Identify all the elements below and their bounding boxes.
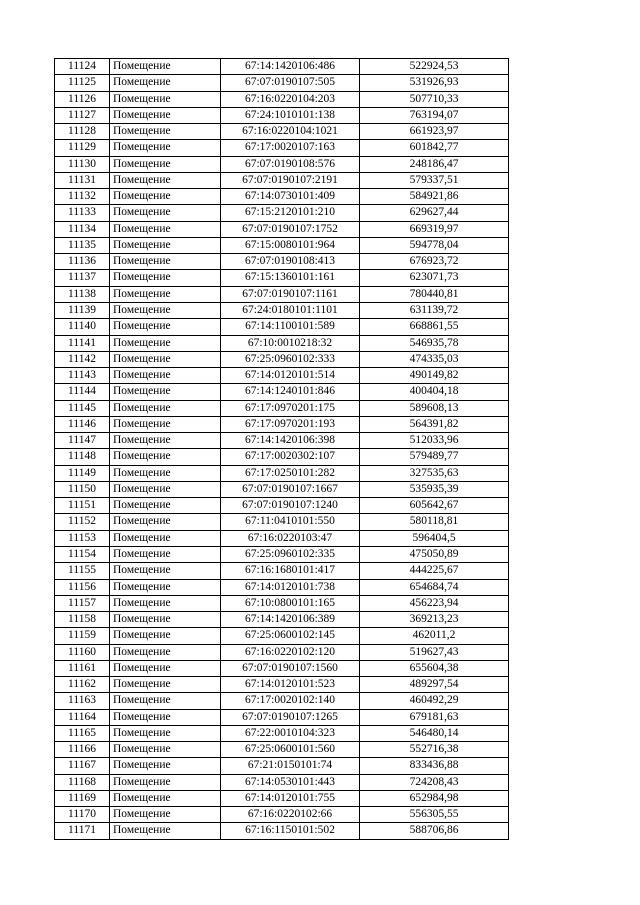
row-number-cell: 11135 <box>55 237 110 253</box>
row-number-cell: 11149 <box>55 465 110 481</box>
cadastral-number-cell: 67:17:0970201:175 <box>221 400 360 416</box>
table-row <box>55 205 509 221</box>
object-type-cell: Помещение <box>110 546 221 562</box>
table-row <box>55 400 509 416</box>
cadastral-value-cell: 456223,94 <box>360 595 509 611</box>
cadastral-number-cell: 67:15:1360101:161 <box>221 270 360 286</box>
row-number-cell: 11162 <box>55 677 110 693</box>
cadastral-value-cell: 248186,47 <box>360 156 509 172</box>
cadastral-value-cell: 369213,23 <box>360 612 509 628</box>
cadastral-value-cell: 546935,78 <box>360 335 509 351</box>
cadastral-value-cell: 522924,53 <box>360 59 509 75</box>
object-type-cell: Помещение <box>110 254 221 270</box>
cadastral-value-cell: 584921,86 <box>360 189 509 205</box>
row-number-cell: 11130 <box>55 156 110 172</box>
cadastral-number-cell: 67:17:0020102:140 <box>221 693 360 709</box>
row-number-cell: 11139 <box>55 302 110 318</box>
cadastral-value-cell: 588706,86 <box>360 823 509 839</box>
object-type-cell: Помещение <box>110 530 221 546</box>
table-row <box>55 563 509 579</box>
table-row <box>55 156 509 172</box>
cadastral-value-cell: 780440,81 <box>360 286 509 302</box>
cadastral-number-cell: 67:07:0190107:1667 <box>221 481 360 497</box>
object-type-cell: Помещение <box>110 758 221 774</box>
cadastral-value-cell: 475050,89 <box>360 546 509 562</box>
table-row <box>55 221 509 237</box>
row-number-cell: 11151 <box>55 498 110 514</box>
cadastral-value-cell: 535935,39 <box>360 481 509 497</box>
row-number-cell: 11133 <box>55 205 110 221</box>
table-row <box>55 579 509 595</box>
row-number-cell: 11159 <box>55 628 110 644</box>
table-row <box>55 351 509 367</box>
cadastral-number-cell: 67:07:0190107:1752 <box>221 221 360 237</box>
table-row <box>55 384 509 400</box>
cadastral-number-cell: 67:14:1420106:486 <box>221 59 360 75</box>
cadastral-value-cell: 490149,82 <box>360 368 509 384</box>
row-number-cell: 11142 <box>55 351 110 367</box>
cadastral-number-cell: 67:14:1100101:589 <box>221 319 360 335</box>
row-number-cell: 11171 <box>55 823 110 839</box>
row-number-cell: 11128 <box>55 124 110 140</box>
row-number-cell: 11165 <box>55 725 110 741</box>
cadastral-number-cell: 67:16:0220102:66 <box>221 807 360 823</box>
object-type-cell: Помещение <box>110 91 221 107</box>
cadastral-value-cell: 580118,81 <box>360 514 509 530</box>
row-number-cell: 11147 <box>55 433 110 449</box>
registry-table <box>54 58 509 840</box>
cadastral-value-cell: 546480,14 <box>360 725 509 741</box>
cadastral-value-cell: 579337,51 <box>360 172 509 188</box>
cadastral-value-cell: 661923,97 <box>360 124 509 140</box>
cadastral-number-cell: 67:16:0220104:1021 <box>221 124 360 140</box>
object-type-cell: Помещение <box>110 465 221 481</box>
row-number-cell: 11132 <box>55 189 110 205</box>
row-number-cell: 11153 <box>55 530 110 546</box>
table-row <box>55 807 509 823</box>
table-row <box>55 254 509 270</box>
object-type-cell: Помещение <box>110 644 221 660</box>
cadastral-value-cell: 556305,55 <box>360 807 509 823</box>
object-type-cell: Помещение <box>110 660 221 676</box>
object-type-cell: Помещение <box>110 612 221 628</box>
object-type-cell: Помещение <box>110 351 221 367</box>
table-row <box>55 237 509 253</box>
object-type-cell: Помещение <box>110 498 221 514</box>
table-row <box>55 416 509 432</box>
table-row <box>55 319 509 335</box>
table-body <box>55 59 509 840</box>
cadastral-number-cell: 67:16:1150101:502 <box>221 823 360 839</box>
cadastral-number-cell: 67:16:1680101:417 <box>221 563 360 579</box>
row-number-cell: 11170 <box>55 807 110 823</box>
cadastral-number-cell: 67:14:0120101:523 <box>221 677 360 693</box>
table-row <box>55 124 509 140</box>
cadastral-value-cell: 589608,13 <box>360 400 509 416</box>
cadastral-value-cell: 579489,77 <box>360 449 509 465</box>
cadastral-number-cell: 67:24:0180101:1101 <box>221 302 360 318</box>
table-row <box>55 790 509 806</box>
object-type-cell: Помещение <box>110 595 221 611</box>
row-number-cell: 11169 <box>55 790 110 806</box>
row-number-cell: 11158 <box>55 612 110 628</box>
table-row <box>55 498 509 514</box>
cadastral-number-cell: 67:07:0190108:413 <box>221 254 360 270</box>
table-row <box>55 91 509 107</box>
row-number-cell: 11124 <box>55 59 110 75</box>
cadastral-value-cell: 763194,07 <box>360 107 509 123</box>
cadastral-value-cell: 552716,38 <box>360 742 509 758</box>
row-number-cell: 11161 <box>55 660 110 676</box>
table-row <box>55 644 509 660</box>
object-type-cell: Помещение <box>110 807 221 823</box>
cadastral-value-cell: 655604,38 <box>360 660 509 676</box>
cadastral-value-cell: 400404,18 <box>360 384 509 400</box>
row-number-cell: 11163 <box>55 693 110 709</box>
row-number-cell: 11137 <box>55 270 110 286</box>
row-number-cell: 11140 <box>55 319 110 335</box>
object-type-cell: Помещение <box>110 140 221 156</box>
table-row <box>55 546 509 562</box>
row-number-cell: 11148 <box>55 449 110 465</box>
cadastral-number-cell: 67:25:0960102:335 <box>221 546 360 562</box>
cadastral-value-cell: 676923,72 <box>360 254 509 270</box>
table-row <box>55 286 509 302</box>
cadastral-number-cell: 67:24:1010101:138 <box>221 107 360 123</box>
row-number-cell: 11134 <box>55 221 110 237</box>
row-number-cell: 11141 <box>55 335 110 351</box>
cadastral-value-cell: 519627,43 <box>360 644 509 660</box>
object-type-cell: Помещение <box>110 335 221 351</box>
object-type-cell: Помещение <box>110 189 221 205</box>
row-number-cell: 11131 <box>55 172 110 188</box>
cadastral-number-cell: 67:16:0220103:47 <box>221 530 360 546</box>
cadastral-value-cell: 327535,63 <box>360 465 509 481</box>
cadastral-number-cell: 67:07:0190107:2191 <box>221 172 360 188</box>
cadastral-value-cell: 652984,98 <box>360 790 509 806</box>
row-number-cell: 11146 <box>55 416 110 432</box>
cadastral-value-cell: 531926,93 <box>360 75 509 91</box>
table-row <box>55 660 509 676</box>
table-row <box>55 481 509 497</box>
cadastral-value-cell: 724208,43 <box>360 774 509 790</box>
row-number-cell: 11136 <box>55 254 110 270</box>
row-number-cell: 11155 <box>55 563 110 579</box>
cadastral-value-cell: 444225,67 <box>360 563 509 579</box>
cadastral-value-cell: 512033,96 <box>360 433 509 449</box>
object-type-cell: Помещение <box>110 579 221 595</box>
object-type-cell: Помещение <box>110 270 221 286</box>
object-type-cell: Помещение <box>110 433 221 449</box>
table-row <box>55 107 509 123</box>
cadastral-number-cell: 67:14:0120101:738 <box>221 579 360 595</box>
table-row <box>55 302 509 318</box>
object-type-cell: Помещение <box>110 302 221 318</box>
row-number-cell: 11154 <box>55 546 110 562</box>
cadastral-value-cell: 629627,44 <box>360 205 509 221</box>
table-row <box>55 270 509 286</box>
object-type-cell: Помещение <box>110 774 221 790</box>
cadastral-value-cell: 460492,29 <box>360 693 509 709</box>
cadastral-number-cell: 67:14:0120101:514 <box>221 368 360 384</box>
table-row <box>55 59 509 75</box>
cadastral-number-cell: 67:22:0010104:323 <box>221 725 360 741</box>
row-number-cell: 11156 <box>55 579 110 595</box>
cadastral-number-cell: 67:17:0970201:193 <box>221 416 360 432</box>
cadastral-number-cell: 67:11:0410101:550 <box>221 514 360 530</box>
cadastral-value-cell: 654684,74 <box>360 579 509 595</box>
cadastral-value-cell: 462011,2 <box>360 628 509 644</box>
cadastral-number-cell: 67:14:1420106:389 <box>221 612 360 628</box>
table-row <box>55 774 509 790</box>
table-row <box>55 189 509 205</box>
cadastral-number-cell: 67:07:0190107:1265 <box>221 709 360 725</box>
table-row <box>55 628 509 644</box>
cadastral-value-cell: 679181,63 <box>360 709 509 725</box>
object-type-cell: Помещение <box>110 693 221 709</box>
cadastral-value-cell: 668861,55 <box>360 319 509 335</box>
row-number-cell: 11144 <box>55 384 110 400</box>
object-type-cell: Помещение <box>110 677 221 693</box>
cadastral-number-cell: 67:17:0020107:163 <box>221 140 360 156</box>
cadastral-value-cell: 623071,73 <box>360 270 509 286</box>
table-row <box>55 595 509 611</box>
cadastral-value-cell: 605642,67 <box>360 498 509 514</box>
object-type-cell: Помещение <box>110 790 221 806</box>
cadastral-number-cell: 67:15:2120101:210 <box>221 205 360 221</box>
cadastral-number-cell: 67:07:0190107:1161 <box>221 286 360 302</box>
cadastral-value-cell: 474335,03 <box>360 351 509 367</box>
cadastral-value-cell: 631139,72 <box>360 302 509 318</box>
table-row <box>55 335 509 351</box>
cadastral-number-cell: 67:25:0600101:560 <box>221 742 360 758</box>
row-number-cell: 11125 <box>55 75 110 91</box>
table-row <box>55 742 509 758</box>
table-row <box>55 823 509 839</box>
table-row <box>55 514 509 530</box>
object-type-cell: Помещение <box>110 237 221 253</box>
table-row <box>55 709 509 725</box>
cadastral-value-cell: 594778,04 <box>360 237 509 253</box>
cadastral-value-cell: 596404,5 <box>360 530 509 546</box>
table-row <box>55 677 509 693</box>
object-type-cell: Помещение <box>110 205 221 221</box>
row-number-cell: 11129 <box>55 140 110 156</box>
table-row <box>55 725 509 741</box>
object-type-cell: Помещение <box>110 514 221 530</box>
object-type-cell: Помещение <box>110 172 221 188</box>
object-type-cell: Помещение <box>110 742 221 758</box>
cadastral-number-cell: 67:07:0190107:1560 <box>221 660 360 676</box>
table-row <box>55 530 509 546</box>
cadastral-number-cell: 67:14:0120101:755 <box>221 790 360 806</box>
object-type-cell: Помещение <box>110 368 221 384</box>
cadastral-value-cell: 601842,77 <box>360 140 509 156</box>
row-number-cell: 11138 <box>55 286 110 302</box>
row-number-cell: 11150 <box>55 481 110 497</box>
cadastral-number-cell: 67:14:0730101:409 <box>221 189 360 205</box>
table-row <box>55 75 509 91</box>
table-row <box>55 612 509 628</box>
cadastral-number-cell: 67:25:0600102:145 <box>221 628 360 644</box>
table-row <box>55 449 509 465</box>
object-type-cell: Помещение <box>110 107 221 123</box>
object-type-cell: Помещение <box>110 384 221 400</box>
cadastral-number-cell: 67:07:0190107:1240 <box>221 498 360 514</box>
object-type-cell: Помещение <box>110 416 221 432</box>
row-number-cell: 11160 <box>55 644 110 660</box>
cadastral-number-cell: 67:16:0220102:120 <box>221 644 360 660</box>
cadastral-value-cell: 833436,88 <box>360 758 509 774</box>
row-number-cell: 11168 <box>55 774 110 790</box>
cadastral-number-cell: 67:17:0250101:282 <box>221 465 360 481</box>
cadastral-number-cell: 67:10:0800101:165 <box>221 595 360 611</box>
table-row <box>55 758 509 774</box>
row-number-cell: 11152 <box>55 514 110 530</box>
cadastral-value-cell: 564391,82 <box>360 416 509 432</box>
row-number-cell: 11164 <box>55 709 110 725</box>
object-type-cell: Помещение <box>110 481 221 497</box>
object-type-cell: Помещение <box>110 75 221 91</box>
row-number-cell: 11166 <box>55 742 110 758</box>
object-type-cell: Помещение <box>110 59 221 75</box>
cadastral-number-cell: 67:10:0010218:32 <box>221 335 360 351</box>
cadastral-number-cell: 67:15:0080101:964 <box>221 237 360 253</box>
table-row <box>55 140 509 156</box>
table-row <box>55 368 509 384</box>
cadastral-value-cell: 669319,97 <box>360 221 509 237</box>
object-type-cell: Помещение <box>110 286 221 302</box>
cadastral-number-cell: 67:14:1240101:846 <box>221 384 360 400</box>
cadastral-number-cell: 67:17:0020302:107 <box>221 449 360 465</box>
cadastral-number-cell: 67:14:1420106:398 <box>221 433 360 449</box>
object-type-cell: Помещение <box>110 156 221 172</box>
object-type-cell: Помещение <box>110 823 221 839</box>
object-type-cell: Помещение <box>110 449 221 465</box>
table-row <box>55 693 509 709</box>
cadastral-number-cell: 67:21:0150101:74 <box>221 758 360 774</box>
cadastral-number-cell: 67:07:0190108:576 <box>221 156 360 172</box>
cadastral-number-cell: 67:16:0220104:203 <box>221 91 360 107</box>
table-row <box>55 172 509 188</box>
object-type-cell: Помещение <box>110 709 221 725</box>
table-row <box>55 465 509 481</box>
object-type-cell: Помещение <box>110 124 221 140</box>
row-number-cell: 11167 <box>55 758 110 774</box>
row-number-cell: 11126 <box>55 91 110 107</box>
row-number-cell: 11157 <box>55 595 110 611</box>
object-type-cell: Помещение <box>110 221 221 237</box>
cadastral-number-cell: 67:25:0960102:333 <box>221 351 360 367</box>
object-type-cell: Помещение <box>110 563 221 579</box>
object-type-cell: Помещение <box>110 319 221 335</box>
cadastral-value-cell: 489297,54 <box>360 677 509 693</box>
object-type-cell: Помещение <box>110 400 221 416</box>
object-type-cell: Помещение <box>110 628 221 644</box>
row-number-cell: 11127 <box>55 107 110 123</box>
cadastral-value-cell: 507710,33 <box>360 91 509 107</box>
cadastral-number-cell: 67:07:0190107:505 <box>221 75 360 91</box>
table-row <box>55 433 509 449</box>
row-number-cell: 11145 <box>55 400 110 416</box>
object-type-cell: Помещение <box>110 725 221 741</box>
cadastral-number-cell: 67:14:0530101:443 <box>221 774 360 790</box>
row-number-cell: 11143 <box>55 368 110 384</box>
